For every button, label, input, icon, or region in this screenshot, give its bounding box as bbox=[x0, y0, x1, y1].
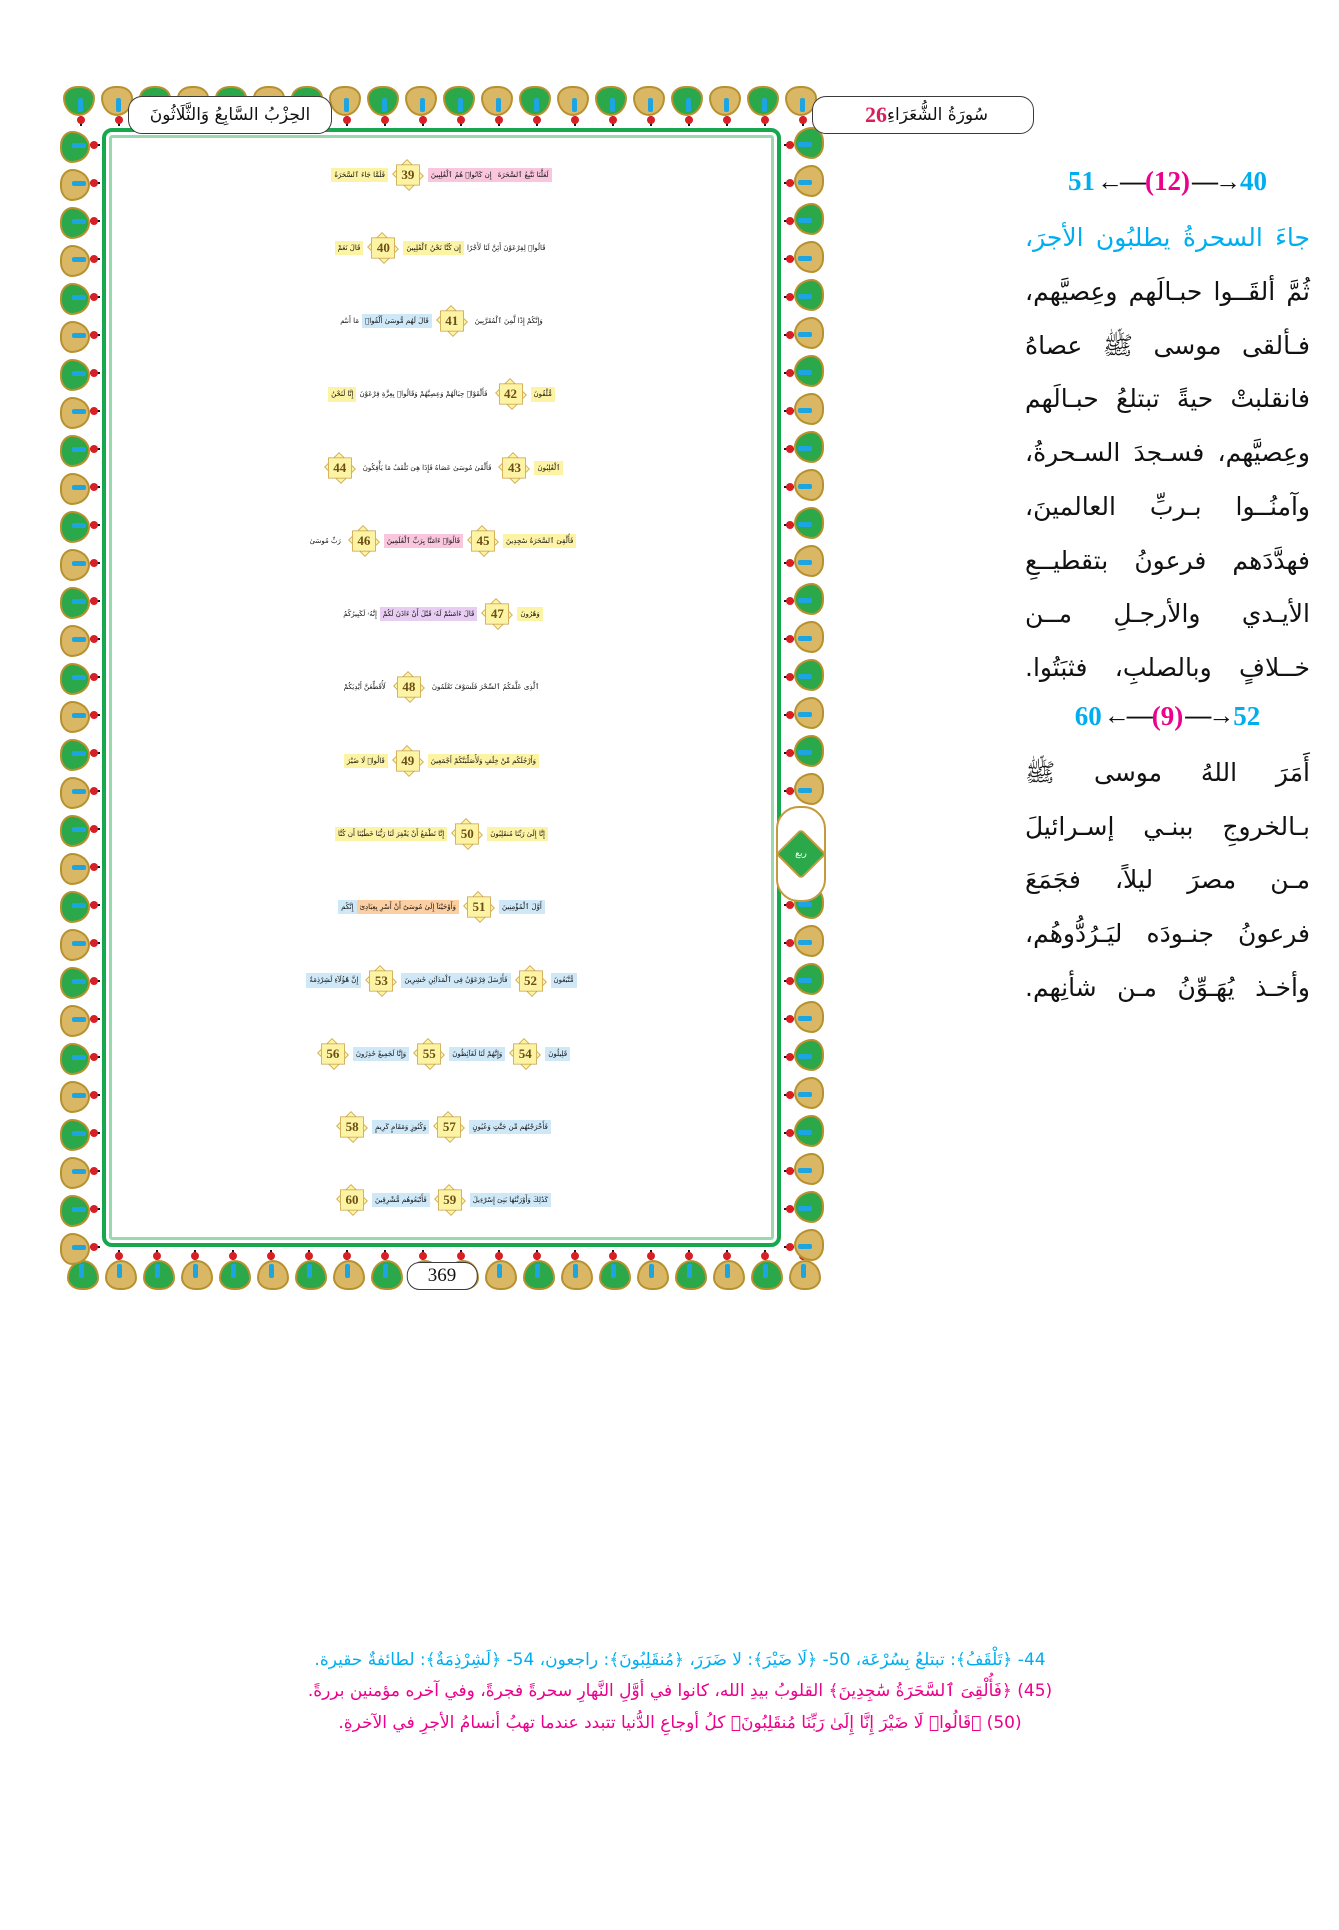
border-ornament-unit bbox=[62, 1000, 100, 1038]
border-ornament-unit bbox=[480, 88, 518, 126]
ayah-marker: 45 bbox=[466, 526, 500, 556]
border-ornament-unit bbox=[62, 278, 100, 316]
ayah-marker: 52 bbox=[514, 966, 548, 996]
border-ornament-unit bbox=[784, 924, 822, 962]
ornamental-frame bbox=[62, 88, 822, 1288]
border-ornament-unit bbox=[518, 1250, 556, 1288]
quran-segment: قَالَ لَهُم مُّوسَىٰ أَلْقُوا۟ bbox=[362, 314, 432, 328]
border-ornament-unit bbox=[784, 1190, 822, 1228]
quran-segment: مُّلْقُونَ bbox=[531, 387, 555, 401]
quran-segment: وَأَرْجُلَكُم مِّنْ خِلَٰفٍ وَلَأُصَلِّبَنَّكُمْ أَجْمَعِينَ bbox=[428, 754, 539, 768]
ayah-marker: 41 bbox=[435, 306, 469, 336]
range-right: 52 bbox=[1233, 700, 1261, 731]
border-ornament-unit bbox=[62, 468, 100, 506]
quran-segment: إِن كَانُوا۟ هُمُ ٱلْغَٰلِبِينَ bbox=[428, 168, 495, 182]
quran-segment: وَإِنَّهُمْ لَنَا لَغَآئِظُونَ bbox=[449, 1047, 505, 1061]
border-ornament-unit bbox=[62, 544, 100, 582]
range-left: 51 bbox=[1068, 166, 1095, 196]
border-ornament-unit bbox=[784, 316, 822, 354]
border-ornament-unit bbox=[632, 1250, 670, 1288]
border-ornament-unit bbox=[62, 962, 100, 1000]
border-ornament-unit bbox=[62, 1038, 100, 1076]
border-ornament-unit bbox=[442, 88, 480, 126]
quran-segment: قَالُوٓا۟ ءَامَنَّا بِرَبِّ ٱلْعَٰلَمِينَ bbox=[384, 534, 463, 548]
range-count: (9) bbox=[1151, 700, 1184, 731]
border-ornament-unit bbox=[480, 1250, 518, 1288]
quran-segment: وَهَٰرُونَ bbox=[517, 607, 542, 621]
tafsir-body: ثُمَّ ألقَــوا حبـالَهم وعِصيَّهم، فـألقى موسى ﷺ عصاهُ فانقلبتْ حيةً تبتلعُ حبـالَهم وعِصيَّهم، فسـجدَ السـحرةُ، وآمنُــوا بـربِّ العالمينَ، فهدَّدَهم فرعونُ بتقطيــعِ الأيـدي والأرجـلِ مــن خــلافٍ وبالصلبِ، فثبَتُوا. bbox=[1025, 276, 1310, 682]
hizb-label: الحِزْبُ السَّابِعُ وَالثَّلَاثُونَ bbox=[149, 105, 311, 125]
footnotes-section bbox=[120, 1645, 1240, 1739]
quran-line bbox=[112, 651, 771, 724]
border-ornament-unit bbox=[784, 658, 822, 696]
quran-segment: ٱلَّذِى عَلَّمَكُمُ ٱلسِّحْرَ فَلَسَوْفَ تَعْلَمُونَ bbox=[431, 683, 540, 692]
quran-segment: فَأَلْقَوْا۟ حِبَالَهُمْ وَعِصِيَّهُمْ وَقَالُوا۟ بِعِزَّةِ فِرْعَوْنَ bbox=[359, 390, 488, 399]
footnote-number: (45) bbox=[1011, 1681, 1053, 1702]
rub-label: ربع bbox=[795, 849, 807, 859]
border-ornament-unit bbox=[784, 164, 822, 202]
border-ornament-unit bbox=[784, 1076, 822, 1114]
quran-segment: فَأَتْبَعُوهُم مُّشْرِقِينَ bbox=[372, 1193, 430, 1207]
quran-segment: لَأُقَطِّعَنَّ أَيْدِيَكُمْ bbox=[343, 683, 386, 692]
ayah-marker: 40 bbox=[366, 233, 400, 263]
border-ornament-unit bbox=[594, 88, 632, 126]
quran-segment: إِنَّ هَٰٓؤُلَآءِ لَشِرْذِمَةٌ bbox=[306, 973, 361, 987]
tafsir-highlight: جاءَ السحرةُ يطلبُون الأجرَ، bbox=[1025, 223, 1310, 252]
border-ornament-unit bbox=[784, 962, 822, 1000]
border-ornament-unit bbox=[632, 88, 670, 126]
border-ornament-unit bbox=[784, 392, 822, 430]
quran-line bbox=[112, 944, 771, 1017]
border-ornament-unit bbox=[746, 88, 784, 126]
border-ornament-unit bbox=[214, 1250, 252, 1288]
tafsir-sidebar bbox=[1025, 160, 1310, 1640]
quran-line bbox=[112, 285, 771, 358]
border-ornament-unit bbox=[176, 1250, 214, 1288]
quran-segment: إِنَّهُۥ لَكَبِيرُكُمُ bbox=[343, 610, 377, 619]
quran-segment: أَوَّلَ ٱلْمُؤْمِنِينَ bbox=[499, 900, 545, 914]
quran-line bbox=[112, 431, 771, 504]
ayah-marker: 49 bbox=[391, 746, 425, 776]
border-ornament-unit bbox=[62, 696, 100, 734]
border-ornament-unit bbox=[784, 278, 822, 316]
border-ornament-unit bbox=[62, 1228, 100, 1266]
ayah-range-indicator bbox=[1025, 701, 1310, 732]
ayah-range-indicator bbox=[1025, 166, 1310, 197]
border-ornament-unit bbox=[62, 810, 100, 848]
ayah-marker: 47 bbox=[480, 599, 514, 629]
border-ornament-unit bbox=[62, 582, 100, 620]
ayah-marker: 50 bbox=[450, 819, 484, 849]
border-ornament-unit bbox=[784, 430, 822, 468]
border-ornament-unit bbox=[100, 1250, 138, 1288]
border-ornament-unit bbox=[62, 88, 100, 126]
border-ornament-unit bbox=[62, 1114, 100, 1152]
border-ornament-unit bbox=[62, 924, 100, 962]
footnote-comment: كلُ أوجاعِ الدُّنيا تتبدد عندما تهبُ أنسامُ الأجرِ في الآخرةِ. bbox=[338, 1712, 726, 1733]
quran-segment: وَإِنَّا لَجَمِيعٌ حَٰذِرُونَ bbox=[353, 1047, 409, 1061]
footnote bbox=[120, 1708, 1240, 1739]
border-ornament-unit bbox=[62, 886, 100, 924]
quran-line bbox=[112, 1017, 771, 1090]
quran-segment: قَالَ نَعَمْ bbox=[335, 241, 364, 255]
arrow-right-icon: —→ bbox=[1191, 166, 1238, 196]
quran-line bbox=[112, 578, 771, 651]
ayah-marker: 56 bbox=[316, 1039, 350, 1069]
footnote-quote: ﴿قَالُوا۟ لَا ضَيْرَ إِنَّا إِلَىٰ رَبِّنَا مُنقَلِبُونَ﴾ bbox=[730, 1712, 982, 1733]
border-ornament-unit bbox=[784, 734, 822, 772]
border-ornament-unit bbox=[62, 658, 100, 696]
quran-line bbox=[112, 138, 771, 211]
border-ornament-unit bbox=[784, 1038, 822, 1076]
border-ornament-unit bbox=[62, 1076, 100, 1114]
quran-segment: إِنَّا إِلَىٰ رَبِّنَا مُنقَلِبُونَ bbox=[487, 827, 548, 841]
footnote-glossary: 44- ﴿تَلْقَفُ﴾: تبتلعُ بِسُرْعَة، 50- ﴿لَا ضَيْرَ﴾: لا ضَرَرَ، ﴿مُنقَلِبُونَ﴾: راجعون، 54- ﴿لَشِرْذِمَةٌ﴾: لطائفةٌ حقيرة. bbox=[314, 1650, 1046, 1670]
tafsir-paragraph bbox=[1025, 746, 1310, 1015]
arrow-right-icon: —→ bbox=[1185, 701, 1232, 731]
quran-line bbox=[112, 797, 771, 870]
border-ornament-unit bbox=[366, 88, 404, 126]
border-ornament-unit bbox=[328, 88, 366, 126]
ayah-marker: 39 bbox=[391, 160, 425, 190]
quran-segment: فَأَرْسَلَ فِرْعَوْنُ فِى ٱلْمَدَآئِنِ حَٰشِرِينَ bbox=[401, 973, 510, 987]
quran-segment: فَأُلْقِىَ ٱلسَّحَرَةُ سَٰجِدِينَ bbox=[503, 534, 576, 548]
border-ornament-unit bbox=[784, 1000, 822, 1038]
ayah-marker: 57 bbox=[432, 1112, 466, 1142]
surah-number: 26 bbox=[865, 102, 888, 127]
border-ornament-unit bbox=[784, 620, 822, 658]
border-ornament-unit bbox=[708, 1250, 746, 1288]
tafsir-body: أَمَرَ اللهُ موسى ﷺ بـالخروجِ ببنـي إسـرائيلَ مـن مصرَ ليلاً، فجَمَعَ فرعونُ جنـودَه ليَـرُدُّوهُم، وأخـذ يُهَـوِّنُ مـن شأنِهم. bbox=[1025, 757, 1310, 1002]
quran-segment: وَإِنَّكُمْ إِذًا لَّمِنَ ٱلْمُقَرَّبِينَ bbox=[474, 317, 543, 326]
border-ornament-unit bbox=[784, 1152, 822, 1190]
ayah-marker: 58 bbox=[335, 1112, 369, 1142]
border-ornament-unit bbox=[62, 1152, 100, 1190]
border-ornament-unit bbox=[518, 88, 556, 126]
footnote bbox=[120, 1676, 1240, 1707]
surah-label: سُورَةُ الشُّعَرَاءِ bbox=[887, 105, 988, 125]
quran-segment: قَالَ ءَامَنتُمْ لَهُۥ قَبْلَ أَنْ ءَاذَنَ لَكُمْ bbox=[380, 607, 477, 621]
border-ornament-unit bbox=[784, 468, 822, 506]
ayah-marker: 43 bbox=[497, 453, 531, 483]
border-ornament-unit bbox=[62, 354, 100, 392]
border-ornament-unit bbox=[62, 734, 100, 772]
border-ornament-unit bbox=[594, 1250, 632, 1288]
quran-segment: مُّتَّبَعُونَ bbox=[551, 973, 577, 987]
hizb-cartouche bbox=[128, 96, 332, 134]
range-count: (12) bbox=[1145, 166, 1190, 196]
border-ornament-unit bbox=[784, 1114, 822, 1152]
border-ornament-unit bbox=[784, 240, 822, 278]
quran-line bbox=[112, 1090, 771, 1163]
quran-line bbox=[112, 724, 771, 797]
footnote-quote: ﴿فَأُلْقِىَ ٱلسَّحَرَةُ سَٰجِدِينَ﴾ bbox=[828, 1681, 1012, 1702]
border-ornament-unit bbox=[784, 1228, 822, 1266]
border-ornament-unit bbox=[784, 772, 822, 810]
ayah-marker: 53 bbox=[364, 966, 398, 996]
quran-segment: وَكُنُوزٍ وَمَقَامٍ كَرِيمٍ bbox=[372, 1120, 429, 1134]
quran-segment: فَأَلْقَىٰ مُوسَىٰ عَصَاهُ فَإِذَا هِىَ تَلْقَفُ مَا يَأْفِكُونَ bbox=[362, 463, 492, 472]
border-ornament-unit bbox=[404, 88, 442, 126]
arrow-left-icon: ←— bbox=[1097, 166, 1143, 196]
border-ornament-unit bbox=[62, 848, 100, 886]
border-ornament-unit bbox=[328, 1250, 366, 1288]
border-ornament-unit bbox=[556, 1250, 594, 1288]
surah-cartouche bbox=[812, 96, 1034, 134]
quran-segment: كَذَٰلِكَ وَأَوْرَثْنَٰهَا بَنِىٓ إِسْرَٰٓءِيلَ bbox=[470, 1193, 551, 1207]
footnote bbox=[120, 1645, 1240, 1676]
border-ornament-unit bbox=[784, 506, 822, 544]
quran-segment: إِنَّا نَطْمَعُ أَنْ يَغْفِرَ لَنَا رَبُّنَا خَطَٰيَٰنَا أَن كُنَّا bbox=[335, 827, 447, 841]
quran-segment: قَالُوا۟ لَا ضَيْرَ bbox=[344, 754, 388, 768]
border-ornament-unit bbox=[62, 392, 100, 430]
border-ornament-unit bbox=[784, 582, 822, 620]
quran-segment: فَلَمَّا جَاءَ ٱلسَّحَرَةُ bbox=[331, 168, 388, 182]
border-ornament-unit bbox=[784, 544, 822, 582]
border-ornament-unit bbox=[62, 620, 100, 658]
page-number: 369 bbox=[407, 1262, 478, 1290]
ayah-marker: 42 bbox=[494, 379, 528, 409]
arrow-left-icon: ←— bbox=[1103, 701, 1150, 731]
ayah-marker: 54 bbox=[508, 1039, 542, 1069]
border-ornament-unit bbox=[138, 1250, 176, 1288]
border-ornament-unit bbox=[62, 1190, 100, 1228]
border-ornament-unit bbox=[62, 202, 100, 240]
ayah-marker: 59 bbox=[433, 1185, 467, 1215]
quran-segment: إِنَّا لَنَحْنُ bbox=[328, 387, 356, 401]
quran-segment: لَعَلَّنَا نَتَّبِعُ ٱلسَّحَرَةَ bbox=[495, 168, 552, 182]
ayah-marker: 44 bbox=[323, 453, 357, 483]
quran-line bbox=[112, 1164, 771, 1237]
ayah-marker: 60 bbox=[335, 1185, 369, 1215]
quran-segment: فَأَخْرَجْنَٰهُم مِّن جَنَّٰتٍ وَعُيُونٍ bbox=[469, 1120, 551, 1134]
border-ornament-unit bbox=[62, 772, 100, 810]
rub-el-hizb-marker bbox=[776, 806, 826, 902]
quran-line bbox=[112, 358, 771, 431]
ayah-marker: 51 bbox=[462, 892, 496, 922]
quran-line bbox=[112, 211, 771, 284]
border-ornament-unit bbox=[746, 1250, 784, 1288]
border-ornament-unit bbox=[290, 1250, 328, 1288]
quran-text-panel bbox=[112, 138, 771, 1237]
ayah-marker: 48 bbox=[392, 672, 426, 702]
quran-segment: مَا أَنتُم bbox=[340, 317, 359, 326]
border-ornament-unit bbox=[556, 88, 594, 126]
border-ornament-unit bbox=[708, 88, 746, 126]
quran-segment: إِنَّكُم bbox=[338, 900, 356, 914]
range-right: 40 bbox=[1239, 166, 1267, 196]
ayah-marker: 55 bbox=[412, 1039, 446, 1069]
quran-segment: إِن كُنَّا نَحْنُ ٱلْغَٰلِبِينَ bbox=[403, 241, 464, 255]
border-ornament-unit bbox=[784, 202, 822, 240]
border-ornament-unit bbox=[784, 696, 822, 734]
border-ornament-unit bbox=[784, 126, 822, 164]
border-ornament-unit bbox=[62, 126, 100, 164]
border-ornament-unit bbox=[784, 354, 822, 392]
quran-segment: وَأَوْحَيْنَآ إِلَىٰ مُوسَىٰٓ أَنْ أَسْرِ بِعِبَادِىٓ bbox=[357, 900, 459, 914]
quran-segment: رَبِّ مُوسَىٰ bbox=[309, 536, 341, 545]
border-ornament-unit bbox=[670, 88, 708, 126]
quran-line bbox=[112, 871, 771, 944]
border-ornament-unit bbox=[252, 1250, 290, 1288]
border-ornament-unit bbox=[670, 1250, 708, 1288]
quran-segment: قَلِيلُونَ bbox=[545, 1047, 570, 1061]
border-ornament-unit bbox=[62, 164, 100, 202]
tafsir-paragraph bbox=[1025, 211, 1310, 695]
footnote-number: (50) bbox=[981, 1712, 1022, 1733]
border-ornament-unit bbox=[62, 316, 100, 354]
border-ornament-unit bbox=[62, 506, 100, 544]
footnote-comment: القلوبُ بيدِ الله، كانوا في أوَّلِ النَّهارِ سحرةً فجرةً، وفي آخره مؤمنين بررةً. bbox=[307, 1681, 824, 1702]
quran-segment: ٱلْغَٰلِبُونَ bbox=[534, 461, 563, 475]
ayah-marker: 46 bbox=[347, 526, 381, 556]
border-ornament-unit bbox=[366, 1250, 404, 1288]
border-ornament-unit bbox=[62, 430, 100, 468]
quran-line bbox=[112, 504, 771, 577]
border-ornament-unit bbox=[62, 240, 100, 278]
range-left: 60 bbox=[1074, 700, 1102, 731]
quran-segment: قَالُوا۟ لِفِرْعَوْنَ أَئِنَّ لَنَا لَأَجْرًا bbox=[466, 243, 546, 252]
